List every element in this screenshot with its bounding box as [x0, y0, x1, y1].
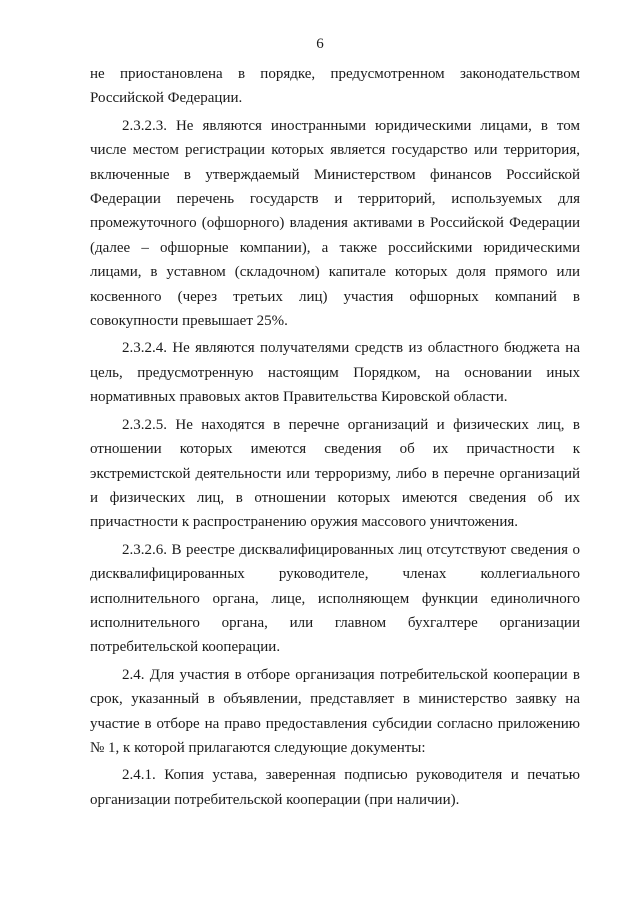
paragraph-2-3-2-3: 2.3.2.3. Не являются иностранными юридическими лицами, в том числе местом регистрации которых является государство или территория, включенные в утверждаемый Министерством финансов Российской Федерации перечень государств и территорий, используемых для промежуточного (офшорного) владения активами в Российской Федерации (далее – офшорные компании), а также российскими юридическими лицами, в уставном (складочном) капитале которых доля прямого или косвенного (через третьих лиц) участия офшорных компаний в совокупности превышает 25%. — [90, 117, 580, 330]
page-number: 6 — [316, 36, 324, 52]
paragraph-2-3-2-4: 2.3.2.4. Не являются получателями средств из областного бюджета на цель, предусмотренную настоящим Порядком, на основании иных нормативных правовых актов Правительства Кировской области. — [90, 340, 580, 406]
paragraph-continuation: не приостановлена в порядке, предусмотренном законодательством Российской Федерации. — [90, 66, 580, 107]
paragraph-2-3-2-6: 2.3.2.6. В реестре дисквалифицированных лиц отсутствуют сведения о дисквалифицированных руководителе, членах коллегиального исполнительного органа, лице, исполняющем функции единоличного исполнительного органа, или главном бухгалтере организации потребительской кооперации. — [90, 541, 580, 656]
document-body — [90, 62, 580, 812]
paragraph-2-3-2-5: 2.3.2.5. Не находятся в перечне организаций и физических лиц, в отношении которых имеются сведения об их причастности к экстремистской деятельности или терроризму, либо в перечне организаций и физических лиц, в отношении которых имеются сведения об их причастности к распространению оружия массового уничтожения. — [90, 416, 580, 531]
paragraph-2-4-1: 2.4.1. Копия устава, заверенная подписью руководителя и печатью организации потребительской кооперации (при наличии). — [90, 767, 580, 808]
paragraph-2-4: 2.4. Для участия в отборе организация потребительской кооперации в срок, указанный в объявлении, представляет в министерство заявку на участие в отборе на право предоставления субсидии согласно приложению № 1, к которой прилагаются следующие документы: — [90, 666, 580, 756]
